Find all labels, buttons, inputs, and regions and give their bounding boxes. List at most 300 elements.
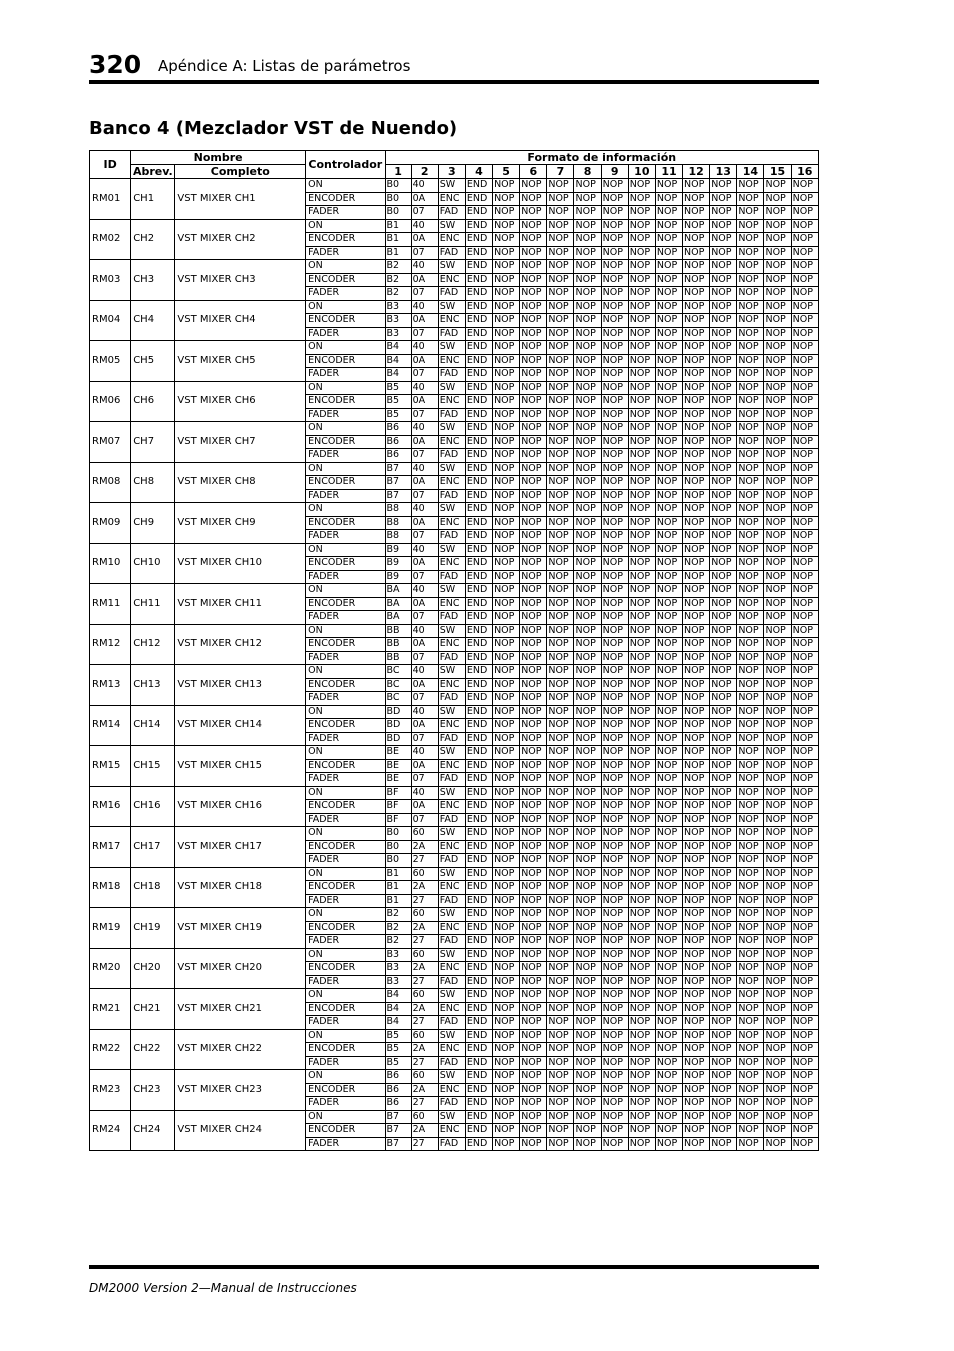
controller-cell: ON — [306, 867, 385, 881]
byte-cell: NOP — [764, 962, 791, 976]
byte-cell: NOP — [791, 530, 818, 544]
byte-cell: SW — [438, 503, 465, 517]
byte-cell: NOP — [683, 962, 710, 976]
byte-cell: NOP — [683, 287, 710, 301]
byte-cell: NOP — [601, 746, 628, 760]
byte-cell: NOP — [655, 381, 682, 395]
byte-cell: NOP — [628, 381, 655, 395]
byte-cell: NOP — [547, 206, 574, 220]
byte-cell: 0A — [411, 719, 438, 733]
byte-cell: NOP — [737, 975, 764, 989]
byte-cell: FAD — [438, 813, 465, 827]
controller-cell: ON — [306, 219, 385, 233]
byte-cell: END — [465, 435, 492, 449]
controller-cell: FADER — [306, 1097, 385, 1111]
byte-cell: SW — [438, 827, 465, 841]
controller-cell: ENCODER — [306, 516, 385, 530]
byte-cell: NOP — [628, 1056, 655, 1070]
byte-cell: NOP — [737, 881, 764, 895]
byte-cell: FAD — [438, 327, 465, 341]
byte-cell: NOP — [547, 989, 574, 1003]
byte-cell: NOP — [710, 732, 737, 746]
byte-cell: NOP — [574, 489, 601, 503]
byte-cell: NOP — [520, 719, 547, 733]
byte-cell: NOP — [791, 1002, 818, 1016]
byte-cell: SW — [438, 341, 465, 355]
byte-cell: NOP — [601, 476, 628, 490]
byte-cell: NOP — [520, 1043, 547, 1057]
byte-cell: NOP — [547, 354, 574, 368]
byte-cell: NOP — [547, 246, 574, 260]
byte-cell: NOP — [493, 462, 520, 476]
byte-cell: NOP — [493, 246, 520, 260]
byte-cell: NOP — [574, 273, 601, 287]
byte-cell: NOP — [601, 300, 628, 314]
byte-cell: NOP — [683, 705, 710, 719]
byte-cell: NOP — [574, 395, 601, 409]
byte-cell: NOP — [791, 1056, 818, 1070]
parameter-table — [89, 150, 819, 1151]
byte-cell: NOP — [683, 530, 710, 544]
byte-cell: NOP — [764, 813, 791, 827]
byte-cell: NOP — [520, 435, 547, 449]
byte-cell: END — [465, 516, 492, 530]
byte-cell: NOP — [655, 543, 682, 557]
byte-cell: NOP — [520, 476, 547, 490]
byte-cell: NOP — [737, 341, 764, 355]
byte-cell: NOP — [764, 638, 791, 652]
row-name: VST MIXER CH19 — [175, 908, 306, 949]
byte-cell: NOP — [683, 368, 710, 382]
byte-cell: NOP — [737, 1016, 764, 1030]
byte-cell: NOP — [601, 759, 628, 773]
byte-cell: 2A — [411, 1043, 438, 1057]
byte-cell: NOP — [574, 638, 601, 652]
row-id: RM22 — [90, 1029, 131, 1070]
byte-cell: ENC — [438, 881, 465, 895]
byte-cell: NOP — [655, 435, 682, 449]
byte-cell: NOP — [547, 975, 574, 989]
byte-cell: NOP — [764, 543, 791, 557]
byte-cell: END — [465, 665, 492, 679]
byte-cell: 0A — [411, 800, 438, 814]
byte-cell: NOP — [710, 746, 737, 760]
byte-cell: NOP — [710, 719, 737, 733]
table-row — [90, 624, 819, 638]
byte-cell: NOP — [601, 327, 628, 341]
byte-cell: NOP — [547, 732, 574, 746]
byte-cell: NOP — [683, 273, 710, 287]
byte-cell: NOP — [520, 813, 547, 827]
byte-cell: NOP — [493, 570, 520, 584]
byte-cell: NOP — [520, 395, 547, 409]
byte-cell: NOP — [574, 1070, 601, 1084]
byte-cell: NOP — [764, 678, 791, 692]
byte-cell: NOP — [737, 746, 764, 760]
byte-cell: NOP — [493, 854, 520, 868]
byte-cell: NOP — [493, 1002, 520, 1016]
byte-cell: NOP — [710, 1083, 737, 1097]
row-name: VST MIXER CH22 — [175, 1029, 306, 1070]
header-byte-6: 6 — [520, 165, 547, 179]
byte-cell: 40 — [411, 665, 438, 679]
byte-cell: 0A — [411, 233, 438, 247]
byte-cell: NOP — [791, 597, 818, 611]
byte-cell: NOP — [601, 989, 628, 1003]
byte-cell: NOP — [737, 854, 764, 868]
byte-cell: NOP — [710, 867, 737, 881]
controller-cell: FADER — [306, 651, 385, 665]
byte-cell: B7 — [385, 1137, 411, 1151]
byte-cell: NOP — [493, 651, 520, 665]
byte-cell: NOP — [601, 395, 628, 409]
byte-cell: NOP — [520, 989, 547, 1003]
byte-cell: BA — [385, 611, 411, 625]
byte-cell: NOP — [791, 692, 818, 706]
byte-cell: NOP — [628, 287, 655, 301]
byte-cell: NOP — [493, 341, 520, 355]
row-abbr: CH19 — [131, 908, 175, 949]
byte-cell: NOP — [764, 206, 791, 220]
row-name: VST MIXER CH5 — [175, 341, 306, 382]
row-abbr: CH12 — [131, 624, 175, 665]
byte-cell: NOP — [628, 624, 655, 638]
byte-cell: NOP — [547, 827, 574, 841]
byte-cell: NOP — [764, 1029, 791, 1043]
byte-cell: END — [465, 908, 492, 922]
byte-cell: NOP — [493, 935, 520, 949]
byte-cell: NOP — [683, 476, 710, 490]
byte-cell: NOP — [710, 206, 737, 220]
byte-cell: NOP — [493, 894, 520, 908]
byte-cell: NOP — [791, 233, 818, 247]
byte-cell: END — [465, 530, 492, 544]
byte-cell: NOP — [683, 503, 710, 517]
byte-cell: NOP — [737, 827, 764, 841]
byte-cell: NOP — [628, 503, 655, 517]
byte-cell: NOP — [655, 1097, 682, 1111]
byte-cell: NOP — [601, 408, 628, 422]
byte-cell: NOP — [764, 1043, 791, 1057]
byte-cell: B9 — [385, 557, 411, 571]
byte-cell: END — [465, 800, 492, 814]
byte-cell: NOP — [791, 773, 818, 787]
byte-cell: NOP — [547, 179, 574, 193]
byte-cell: NOP — [655, 881, 682, 895]
row-name: VST MIXER CH9 — [175, 503, 306, 544]
byte-cell: NOP — [764, 786, 791, 800]
byte-cell: NOP — [683, 327, 710, 341]
controller-cell: FADER — [306, 813, 385, 827]
byte-cell: NOP — [683, 354, 710, 368]
controller-cell: FADER — [306, 449, 385, 463]
byte-cell: NOP — [710, 624, 737, 638]
byte-cell: NOP — [683, 341, 710, 355]
byte-cell: ENC — [438, 476, 465, 490]
byte-cell: NOP — [655, 935, 682, 949]
controller-cell: ON — [306, 503, 385, 517]
byte-cell: NOP — [737, 368, 764, 382]
byte-cell: END — [465, 705, 492, 719]
byte-cell: 2A — [411, 881, 438, 895]
byte-cell: NOP — [601, 813, 628, 827]
byte-cell: NOP — [574, 921, 601, 935]
byte-cell: NOP — [628, 732, 655, 746]
byte-cell: NOP — [710, 827, 737, 841]
byte-cell: NOP — [655, 867, 682, 881]
byte-cell: NOP — [764, 921, 791, 935]
byte-cell: NOP — [683, 1097, 710, 1111]
byte-cell: NOP — [628, 489, 655, 503]
byte-cell: NOP — [655, 246, 682, 260]
byte-cell: NOP — [791, 1083, 818, 1097]
byte-cell: 27 — [411, 1137, 438, 1151]
byte-cell: NOP — [547, 840, 574, 854]
byte-cell: NOP — [764, 975, 791, 989]
row-name: VST MIXER CH21 — [175, 989, 306, 1030]
byte-cell: BE — [385, 773, 411, 787]
byte-cell: NOP — [601, 354, 628, 368]
byte-cell: NOP — [737, 894, 764, 908]
section-title: Banco 4 (Mezclador VST de Nuendo) — [89, 118, 458, 139]
byte-cell: NOP — [520, 1002, 547, 1016]
byte-cell: NOP — [764, 327, 791, 341]
byte-cell: NOP — [710, 651, 737, 665]
byte-cell: NOP — [710, 273, 737, 287]
byte-cell: FAD — [438, 206, 465, 220]
byte-cell: NOP — [493, 692, 520, 706]
byte-cell: ENC — [438, 1043, 465, 1057]
controller-cell: ENCODER — [306, 597, 385, 611]
byte-cell: NOP — [493, 233, 520, 247]
byte-cell: NOP — [791, 638, 818, 652]
byte-cell: NOP — [683, 557, 710, 571]
byte-cell: NOP — [520, 219, 547, 233]
row-name: VST MIXER CH10 — [175, 543, 306, 584]
byte-cell: NOP — [683, 395, 710, 409]
byte-cell: NOP — [710, 705, 737, 719]
byte-cell: NOP — [710, 354, 737, 368]
byte-cell: NOP — [493, 786, 520, 800]
byte-cell: NOP — [791, 1070, 818, 1084]
byte-cell: NOP — [520, 584, 547, 598]
header-byte-13: 13 — [710, 165, 737, 179]
byte-cell: NOP — [683, 1137, 710, 1151]
byte-cell: NOP — [710, 543, 737, 557]
byte-cell: NOP — [764, 408, 791, 422]
byte-cell: NOP — [547, 503, 574, 517]
byte-cell: NOP — [493, 800, 520, 814]
byte-cell: NOP — [655, 597, 682, 611]
byte-cell: NOP — [547, 381, 574, 395]
byte-cell: SW — [438, 1110, 465, 1124]
byte-cell: NOP — [628, 570, 655, 584]
byte-cell: END — [465, 867, 492, 881]
byte-cell: NOP — [683, 1016, 710, 1030]
byte-cell: NOP — [601, 543, 628, 557]
table-row — [90, 300, 819, 314]
byte-cell: END — [465, 300, 492, 314]
byte-cell: NOP — [710, 692, 737, 706]
byte-cell: NOP — [601, 435, 628, 449]
byte-cell: B0 — [385, 854, 411, 868]
byte-cell: NOP — [655, 1137, 682, 1151]
byte-cell: ENC — [438, 1124, 465, 1138]
row-id: RM08 — [90, 462, 131, 503]
byte-cell: B5 — [385, 1029, 411, 1043]
byte-cell: NOP — [601, 1070, 628, 1084]
byte-cell: NOP — [683, 894, 710, 908]
byte-cell: END — [465, 1043, 492, 1057]
byte-cell: NOP — [628, 1016, 655, 1030]
byte-cell: NOP — [574, 1002, 601, 1016]
byte-cell: NOP — [764, 287, 791, 301]
byte-cell: NOP — [764, 503, 791, 517]
byte-cell: NOP — [547, 543, 574, 557]
byte-cell: NOP — [791, 1016, 818, 1030]
byte-cell: NOP — [493, 314, 520, 328]
byte-cell: NOP — [628, 1070, 655, 1084]
byte-cell: NOP — [710, 530, 737, 544]
byte-cell: SW — [438, 543, 465, 557]
byte-cell: NOP — [683, 192, 710, 206]
byte-cell: END — [465, 611, 492, 625]
byte-cell: B0 — [385, 840, 411, 854]
byte-cell: NOP — [655, 1056, 682, 1070]
byte-cell: NOP — [601, 867, 628, 881]
byte-cell: NOP — [547, 597, 574, 611]
byte-cell: B7 — [385, 462, 411, 476]
controller-cell: ENCODER — [306, 1083, 385, 1097]
byte-cell: NOP — [547, 287, 574, 301]
byte-cell: END — [465, 746, 492, 760]
byte-cell: SW — [438, 989, 465, 1003]
byte-cell: END — [465, 368, 492, 382]
byte-cell: NOP — [574, 354, 601, 368]
byte-cell: NOP — [574, 503, 601, 517]
byte-cell: NOP — [737, 1110, 764, 1124]
byte-cell: NOP — [683, 462, 710, 476]
byte-cell: NOP — [655, 260, 682, 274]
byte-cell: NOP — [710, 989, 737, 1003]
byte-cell: NOP — [520, 543, 547, 557]
byte-cell: NOP — [520, 867, 547, 881]
row-name: VST MIXER CH6 — [175, 381, 306, 422]
byte-cell: END — [465, 327, 492, 341]
byte-cell: NOP — [628, 827, 655, 841]
byte-cell: NOP — [601, 705, 628, 719]
row-id: RM02 — [90, 219, 131, 260]
byte-cell: NOP — [493, 638, 520, 652]
byte-cell: NOP — [601, 638, 628, 652]
byte-cell: NOP — [737, 624, 764, 638]
byte-cell: NOP — [520, 368, 547, 382]
byte-cell: NOP — [737, 395, 764, 409]
row-name: VST MIXER CH7 — [175, 422, 306, 463]
controller-cell: FADER — [306, 287, 385, 301]
byte-cell: NOP — [574, 678, 601, 692]
byte-cell: NOP — [710, 665, 737, 679]
byte-cell: NOP — [737, 719, 764, 733]
row-id: RM04 — [90, 300, 131, 341]
byte-cell: NOP — [791, 246, 818, 260]
byte-cell: NOP — [737, 867, 764, 881]
byte-cell: NOP — [628, 597, 655, 611]
byte-cell: NOP — [493, 287, 520, 301]
byte-cell: END — [465, 989, 492, 1003]
byte-cell: ENC — [438, 638, 465, 652]
table-row — [90, 705, 819, 719]
byte-cell: END — [465, 719, 492, 733]
byte-cell: B7 — [385, 1110, 411, 1124]
byte-cell: NOP — [601, 1137, 628, 1151]
byte-cell: NOP — [737, 219, 764, 233]
byte-cell: SW — [438, 746, 465, 760]
byte-cell: 40 — [411, 300, 438, 314]
row-abbr: CH21 — [131, 989, 175, 1030]
byte-cell: B1 — [385, 881, 411, 895]
controller-cell: ON — [306, 462, 385, 476]
byte-cell: NOP — [737, 584, 764, 598]
byte-cell: NOP — [601, 975, 628, 989]
byte-cell: NOP — [520, 246, 547, 260]
byte-cell: NOP — [547, 260, 574, 274]
byte-cell: NOP — [710, 557, 737, 571]
byte-cell: END — [465, 381, 492, 395]
byte-cell: NOP — [655, 192, 682, 206]
byte-cell: NOP — [683, 638, 710, 652]
byte-cell: NOP — [493, 219, 520, 233]
byte-cell: NOP — [791, 840, 818, 854]
controller-cell: FADER — [306, 530, 385, 544]
table-row — [90, 989, 819, 1003]
byte-cell: NOP — [710, 584, 737, 598]
byte-cell: B2 — [385, 921, 411, 935]
byte-cell: NOP — [655, 759, 682, 773]
byte-cell: 07 — [411, 611, 438, 625]
byte-cell: NOP — [791, 206, 818, 220]
byte-cell: NOP — [791, 435, 818, 449]
byte-cell: BF — [385, 813, 411, 827]
byte-cell: NOP — [791, 1029, 818, 1043]
byte-cell: B1 — [385, 867, 411, 881]
controller-cell: ENCODER — [306, 314, 385, 328]
byte-cell: NOP — [655, 773, 682, 787]
table-row — [90, 1029, 819, 1043]
byte-cell: NOP — [655, 327, 682, 341]
byte-cell: NOP — [683, 773, 710, 787]
byte-cell: NOP — [737, 381, 764, 395]
byte-cell: NOP — [791, 935, 818, 949]
byte-cell: NOP — [791, 543, 818, 557]
byte-cell: NOP — [574, 746, 601, 760]
byte-cell: 40 — [411, 746, 438, 760]
byte-cell: NOP — [601, 422, 628, 436]
byte-cell: B2 — [385, 908, 411, 922]
byte-cell: NOP — [574, 1097, 601, 1111]
byte-cell: SW — [438, 462, 465, 476]
byte-cell: 40 — [411, 341, 438, 355]
byte-cell: NOP — [655, 813, 682, 827]
byte-cell: NOP — [493, 678, 520, 692]
byte-cell: NOP — [493, 300, 520, 314]
byte-cell: NOP — [737, 948, 764, 962]
byte-cell: NOP — [547, 1043, 574, 1057]
byte-cell: ENC — [438, 800, 465, 814]
byte-cell: NOP — [764, 759, 791, 773]
byte-cell: NOP — [683, 827, 710, 841]
byte-cell: NOP — [655, 921, 682, 935]
